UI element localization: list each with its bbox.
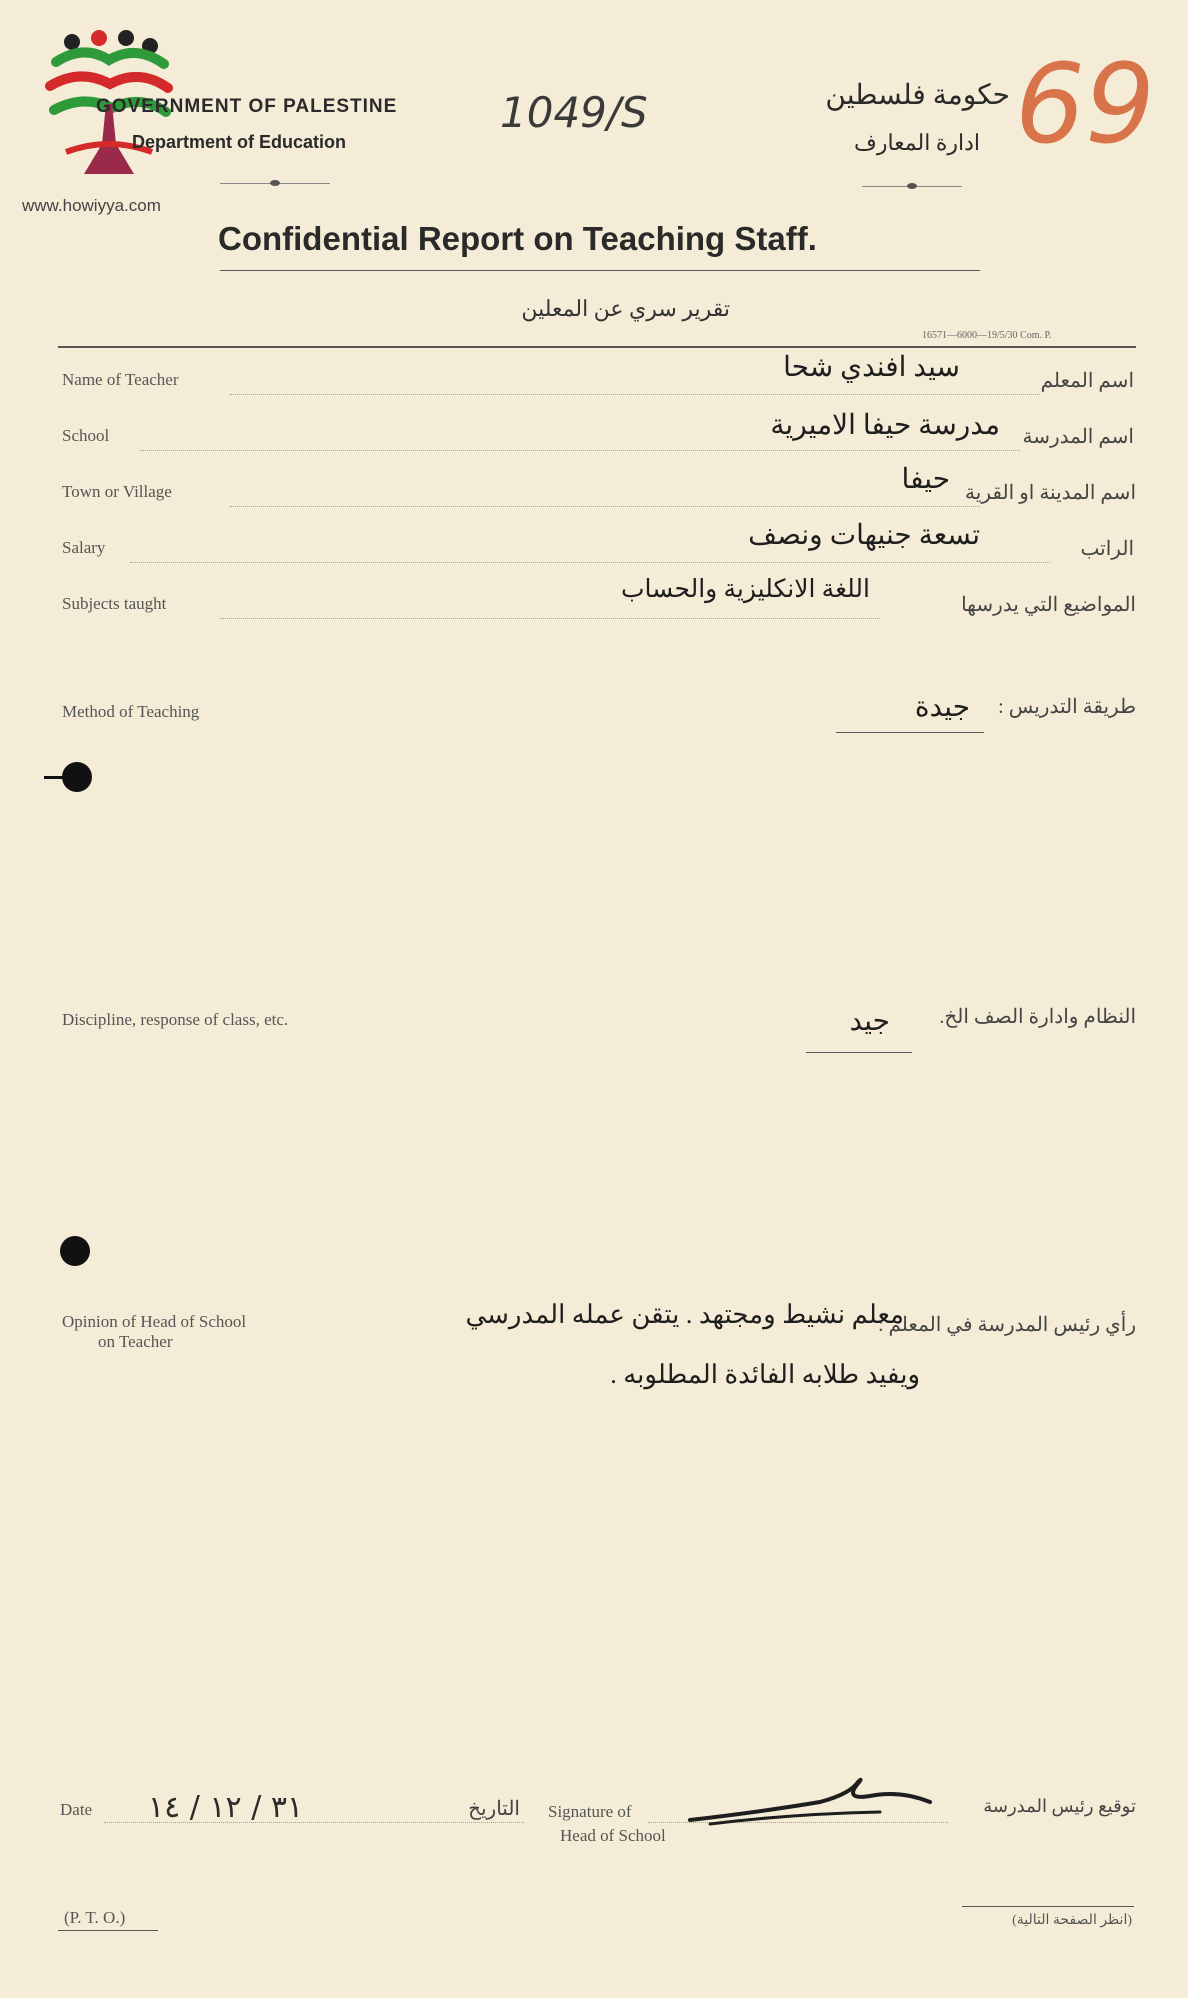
label-name-en: Name of Teacher xyxy=(62,370,179,389)
dept-ar: ادارة المعارف xyxy=(854,130,980,155)
label-school-ar: اسم المدرسة xyxy=(1022,426,1134,448)
method-underline xyxy=(836,732,984,733)
ornament-left xyxy=(220,183,330,184)
value-subjects: اللغة الانكليزية والحساب xyxy=(621,576,870,603)
label-opinion-en-1: Opinion of Head of School xyxy=(62,1312,247,1331)
label-discipline-ar: النظام وادارة الصف الخ. xyxy=(939,1006,1136,1028)
red-number: 69 xyxy=(1015,40,1155,168)
label-salary-en: Salary xyxy=(62,538,106,557)
gov-ar: حكومة فلسطين xyxy=(825,80,1010,111)
dotline-name xyxy=(230,394,1040,395)
pto: (P. T. O.) xyxy=(64,1908,126,1927)
punch-hole-bottom xyxy=(60,1236,90,1266)
watermark-site: www.howiyya.com xyxy=(22,196,161,215)
label-method-en: Method of Teaching xyxy=(62,702,200,721)
dotline-school xyxy=(140,450,1020,451)
date-label: Date xyxy=(60,1800,93,1819)
discipline-underline xyxy=(806,1052,912,1053)
label-salary-ar: الراتب xyxy=(1080,538,1134,560)
report-title: Confidential Report on Teaching Staff. xyxy=(218,220,817,257)
opinion-line-1: معلم نشيط ومجتهد . يتقن عمله المدرسي xyxy=(465,1300,904,1329)
pto-rule xyxy=(58,1930,158,1931)
value-discipline: جيد xyxy=(849,1006,890,1037)
print-code: 16571—6000—19/5/30 Com. P. xyxy=(922,330,1052,341)
punch-hole-top xyxy=(62,762,92,792)
date-label-ar: التاريخ xyxy=(468,1798,520,1820)
subtitle-ar: تقرير سري عن المعلين xyxy=(521,296,730,321)
pto-ar-rule xyxy=(962,1906,1134,1907)
label-subjects-ar: المواضيع التي يدرسها xyxy=(961,594,1136,616)
ornament-right xyxy=(862,186,962,187)
label-opinion-en-2: on Teacher xyxy=(98,1332,173,1351)
value-town: حيفا xyxy=(901,464,950,495)
value-school: مدرسة حيفا الاميرية xyxy=(770,410,1000,441)
header-rule xyxy=(58,346,1136,348)
label-discipline-en: Discipline, response of class, etc. xyxy=(62,1010,289,1029)
file-number: 1049/S xyxy=(500,88,648,137)
label-opinion-ar: رأي رئيس المدرسة في المعلم : xyxy=(877,1314,1136,1336)
dotline-subjects xyxy=(220,618,880,619)
hole-dash xyxy=(44,776,64,779)
opinion-line-2: ويفيد طلابه الفائدة المطلوبه . xyxy=(610,1360,920,1389)
head-signature xyxy=(680,1772,940,1832)
pto-ar: (انظر الصفحة التالية) xyxy=(1012,1913,1132,1928)
label-method-ar: طريقة التدريس : xyxy=(998,696,1136,718)
value-method: جيدة xyxy=(914,692,970,723)
label-town-ar: اسم المدينة او القرية xyxy=(965,482,1136,504)
value-salary: تسعة جنيهات ونصف xyxy=(748,520,980,551)
gov-en: GOVERNMENT OF PALESTINE xyxy=(96,96,398,117)
label-name-ar: اسم المعلم xyxy=(1040,370,1134,392)
sig-label-2: Head of School xyxy=(560,1826,666,1845)
title-underline xyxy=(220,270,980,271)
sig-label-1: Signature of xyxy=(548,1802,632,1821)
dotline-salary xyxy=(130,562,1050,563)
label-school-en: School xyxy=(62,426,110,445)
label-town-en: Town or Village xyxy=(62,482,172,501)
sig-label-ar: توقيع رئيس المدرسة xyxy=(983,1796,1136,1816)
value-name: سيد افندي شحا xyxy=(783,352,960,383)
dept-en: Department of Education xyxy=(132,132,347,152)
date-value: ٣١ / ١٢ / ١٤ xyxy=(148,1790,304,1825)
label-subjects-en: Subjects taught xyxy=(62,594,167,613)
dotline-town xyxy=(230,506,980,507)
